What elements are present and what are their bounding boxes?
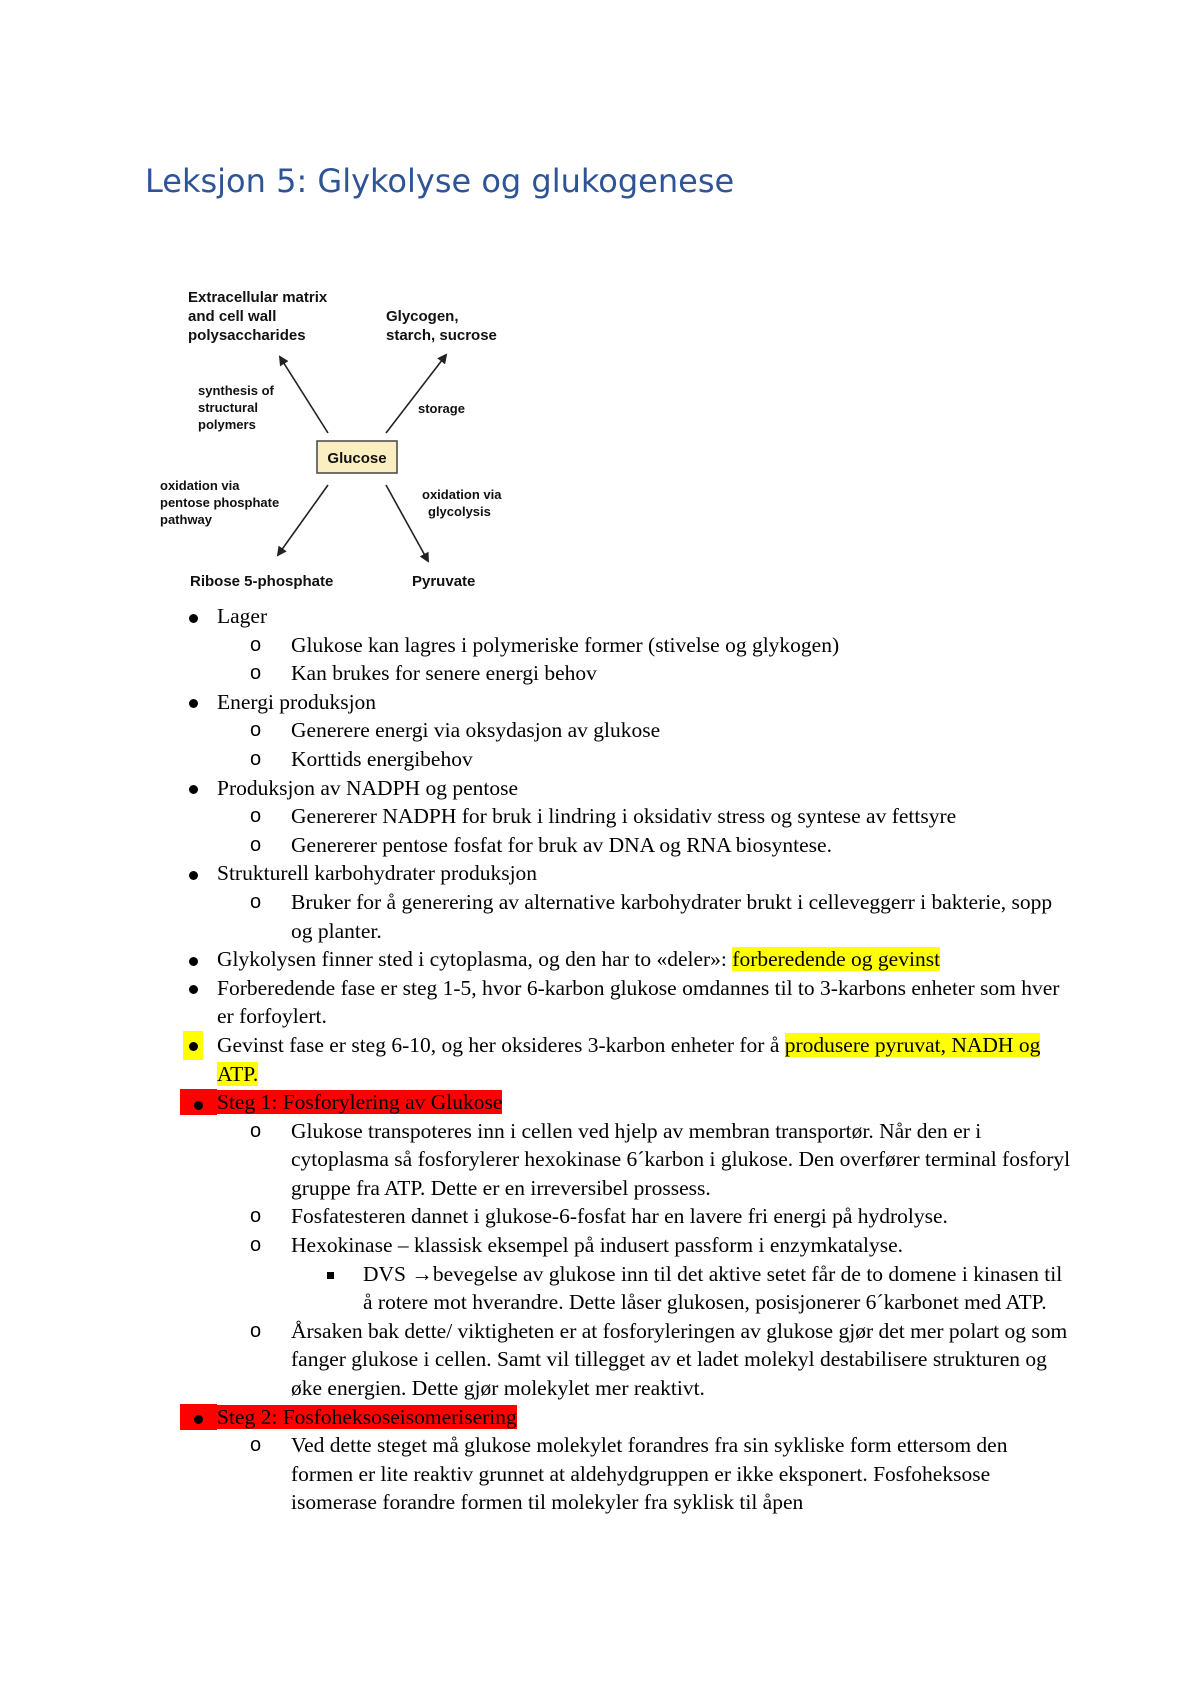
sub-bullet-marker: o (250, 1319, 262, 1342)
list-item: o Glukose kan lagres i polymeriske former (stivelse og glykogen) (0, 631, 1200, 660)
bullet-marker (183, 945, 203, 974)
sub-bullet-marker: o (250, 662, 262, 685)
list-item: o Genererer pentose fosfat for bruk av DNA og RNA biosyntese. (0, 831, 1200, 860)
node-extracellular-line2: and cell wall (188, 308, 277, 325)
node-glucose: Glucose (327, 450, 387, 467)
list-item: o Genererer NADPH for bruk i lindring i oksidativ stress og syntese av fettsyre (0, 802, 1200, 831)
list-item: o Årsaken bak dette/ viktigheten er at fosforyleringen av glukose gjør det mer polart og som fanger glukose i cellen. Samt vil tillegget av et ladet molekyl destabilisere strukturen og øke energien. Dette gjør molekylet mer reaktivt. (250, 1318, 1068, 1401)
page-title: Leksjon 5: Glykolyse og glukogenese (145, 162, 735, 200)
sub-bullet-marker: o (250, 747, 262, 770)
sub-bullet-marker: o (250, 719, 262, 742)
list-item (0, 1403, 1200, 1432)
highlight-yellow: produsere pyruvat, NADH og ATP. (217, 1032, 1041, 1086)
node-ribose: Ribose 5-phosphate (190, 573, 334, 590)
arrow-to-extracellular (280, 357, 328, 433)
bullet-marker (183, 688, 203, 717)
sub-bullet-marker: o (250, 805, 262, 828)
node-pyruvate: Pyruvate (412, 573, 476, 590)
sub-bullet-marker: o (250, 1205, 262, 1228)
list-item: Gevinst fase er steg 6-10, og her oksideres 3-karbon enheter for å produsere pyruvat, NADH og ATP. (0, 1031, 1200, 1088)
list-item: o Ved dette steget må glukose molekylet forandres fra sin sykliske form ettersom den formen er lite reaktiv grunnet at aldehydgruppen er ikke eksponert. Fosfoheksose isomerase forandre formen til molekyler fra syklisk til åpen (250, 1433, 1008, 1515)
bullet-marker (183, 859, 203, 888)
node-extracellular-line1: Extracellular matrix (188, 289, 328, 306)
highlight-yellow: forberedende og gevinst (732, 947, 941, 972)
step-heading: Steg 2: Fosfoheksoseisomerisering (217, 1404, 517, 1429)
sub-bullet-marker: o (250, 1119, 262, 1142)
sub-bullet-marker: o (250, 890, 262, 913)
bullet-marker (183, 974, 203, 1003)
arrow-to-glycogen (386, 355, 446, 433)
list-item: DVS →bevegelse av glukose inn til det aktive setet får de to domene i kinasen til å rotere mot hverandre. Dette låser glukosen, posisjonerer 6´karbonet med ATP. (0, 1260, 1200, 1317)
label-synthesis-line2: structural (198, 400, 258, 415)
label-pentose-line3: pathway (160, 512, 213, 527)
bullet-marker (183, 1031, 203, 1060)
list-item: o Glukose transpoteres inn i cellen ved hjelp av membran transportør. Når den er i cytoplasma så fosforylerer hexokinase 6´karbon i glukose. Den overfører terminal fosforyl gruppe fra ATP. Dette er en irreversibel prossess. (250, 1118, 1071, 1200)
list-item: Glykolysen finner sted i cytoplasma, og den har to «deler»: forberedende og gevinst (0, 945, 1200, 974)
list-item: Forberedende fase er steg 1-5, hvor 6-karbon glukose omdannes til to 3-karbons enheter som hver er forfoylert. (0, 974, 1200, 1031)
list-item: Lager (0, 602, 1200, 631)
label-pentose-line2: pentose phosphate (160, 495, 280, 510)
sub-bullet-marker: o (250, 833, 262, 856)
list-item: Produksjon av NADPH og pentose (0, 774, 1200, 803)
node-glycogen-line2: starch, sucrose (386, 327, 497, 344)
label-glycolysis-line1: oxidation via (422, 487, 502, 502)
list-item: o Fosfatesteren dannet i glukose-6-fosfat har en lavere fri energi på hydrolyse. (0, 1202, 1200, 1231)
list-item: o Generere energi via oksydasjon av glukose (0, 716, 1200, 745)
list-item: o Kan brukes for senere energi behov (0, 659, 1200, 688)
list-item: o Korttids energibehov (0, 745, 1200, 774)
label-pentose-line1: oxidation via (160, 478, 240, 493)
list-item: Strukturell karbohydrater produksjon (0, 859, 1200, 888)
sub-bullet-marker: o (250, 1234, 262, 1257)
sub-bullet-marker: o (250, 633, 262, 656)
bullet-list (0, 602, 1200, 1517)
node-glycogen-line1: Glycogen, (386, 308, 459, 325)
sub-bullet-marker: o (250, 1434, 262, 1457)
step-heading: Steg 1: Fosforylering av Glukose (217, 1090, 503, 1115)
list-item (0, 1088, 1200, 1117)
list-item: Energi produksjon (0, 688, 1200, 717)
list-item: o Hexokinase – klassisk eksempel på indusert passform i enzymkatalyse. (0, 1231, 1200, 1260)
bullet-marker (183, 774, 203, 803)
list-item: o Bruker for å generering av alternative karbohydrater brukt i celleveggerr i bakterie, sopp og planter. (250, 889, 1053, 943)
bullet-marker (183, 602, 203, 631)
label-glycolysis-line2: glycolysis (428, 504, 491, 519)
square-bullet-marker (327, 1260, 334, 1289)
label-storage: storage (418, 401, 465, 416)
bullet-marker (180, 1089, 217, 1115)
glucose-fate-diagram (150, 285, 550, 595)
label-synthesis-line3: polymers (198, 417, 256, 432)
bullet-marker (180, 1404, 217, 1430)
label-synthesis-line1: synthesis of (198, 383, 274, 398)
node-extracellular-line3: polysaccharides (188, 327, 306, 344)
arrow-to-ribose (278, 485, 328, 555)
